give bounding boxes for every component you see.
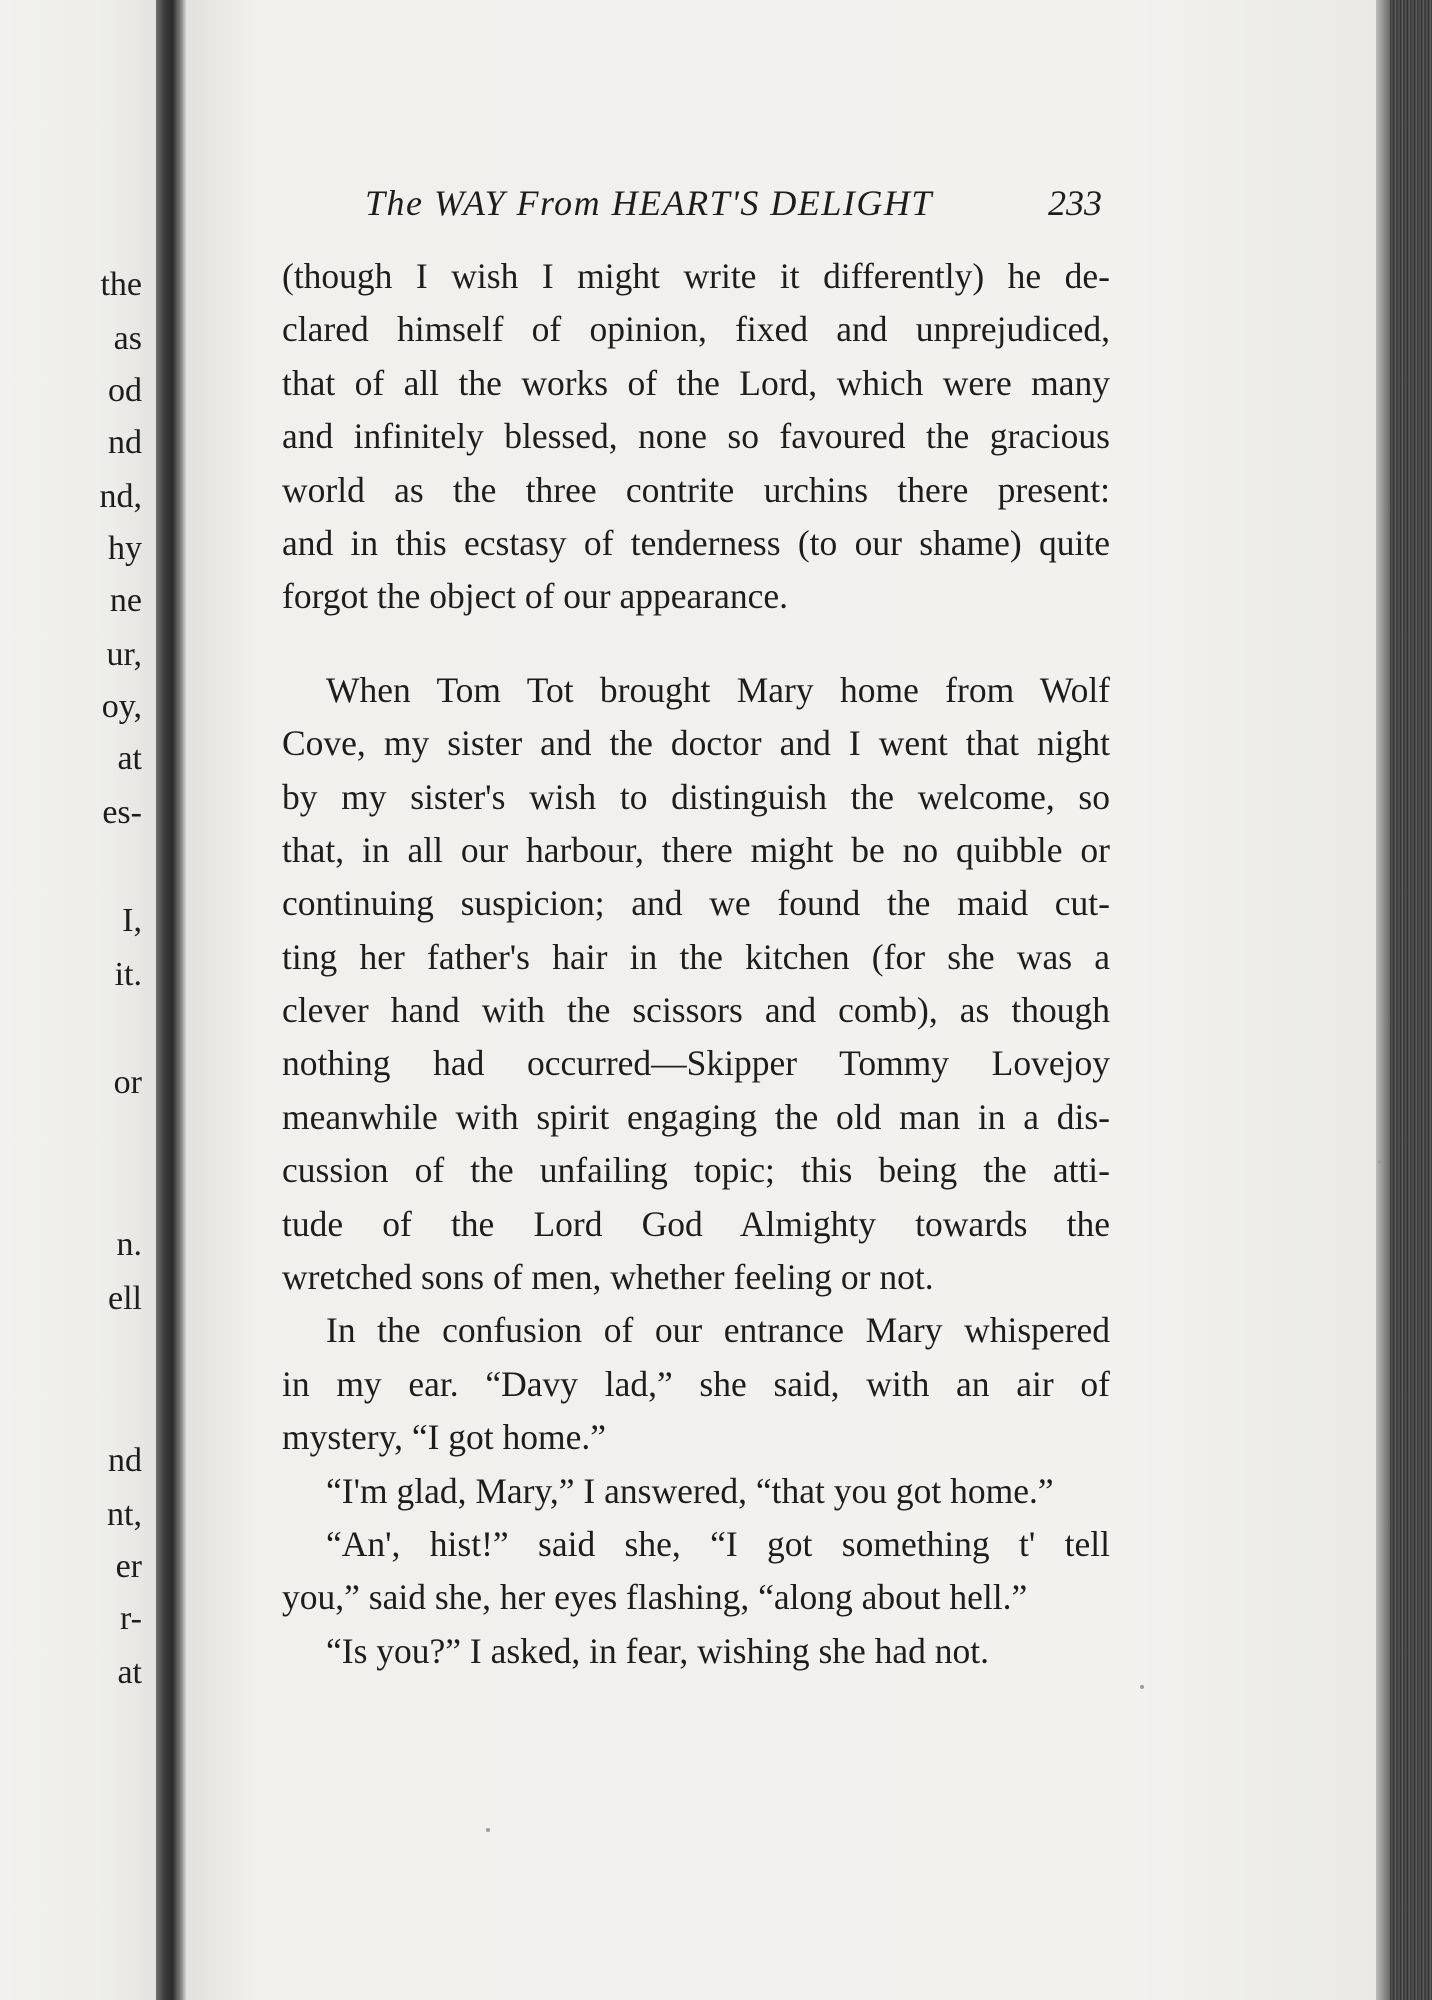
text-line: world as the three contrite urchins there present: bbox=[282, 469, 1110, 510]
text-line: and infinitely blessed, none so favoured the gracious bbox=[282, 416, 1110, 457]
text-line: that of all the works of the Lord, which were many bbox=[282, 362, 1110, 403]
paragraph bbox=[282, 1625, 1110, 1678]
paper-speck bbox=[1378, 1160, 1382, 1164]
text-line: meanwhile with spirit engaging the old man in a dis- bbox=[282, 1096, 1110, 1137]
paragraph bbox=[282, 1304, 1110, 1464]
facing-page-fragment: ne bbox=[109, 582, 142, 619]
paragraph bbox=[282, 1518, 1110, 1625]
facing-page-fragment: at bbox=[117, 740, 142, 777]
facing-page-fragment: or bbox=[113, 1064, 142, 1101]
text-line: tude of the Lord God Almighty towards the bbox=[282, 1203, 1110, 1244]
text-line: “Is you?” I asked, in fear, wishing she had not. bbox=[326, 1630, 990, 1671]
facing-page-fragment: r- bbox=[120, 1600, 142, 1637]
text-line: forgot the object of our appearance. bbox=[282, 576, 788, 617]
section-break bbox=[282, 624, 1110, 664]
facing-page-fragment: as bbox=[113, 320, 142, 357]
facing-page-fragment: nd bbox=[108, 424, 142, 461]
text-line: When Tom Tot brought Mary home from Wolf bbox=[326, 669, 1110, 710]
text-line: (though I wish I might write it differently) he de- bbox=[282, 256, 1110, 296]
paper-speck bbox=[1140, 1685, 1144, 1689]
running-head: The WAY From HEART'S DELIGHT bbox=[365, 183, 933, 223]
text-line: in my ear. “Davy lad,” she said, with an air of bbox=[282, 1363, 1110, 1404]
paragraph bbox=[282, 664, 1110, 1305]
text-line: that, in all our harbour, there might be no quibble or bbox=[282, 829, 1110, 870]
text-line: In the confusion of our entrance Mary whispered bbox=[326, 1310, 1110, 1351]
text-line: Cove, my sister and the doctor and I went that night bbox=[282, 723, 1110, 764]
facing-page-fragment: it. bbox=[114, 956, 142, 993]
text-line: “I'm glad, Mary,” I answered, “that you got home.” bbox=[326, 1470, 1054, 1511]
facing-page-fragment: hy bbox=[108, 530, 142, 567]
paragraph bbox=[282, 1465, 1110, 1518]
facing-page-fragment: ur, bbox=[106, 636, 142, 673]
text-line: mystery, “I got home.” bbox=[282, 1417, 607, 1458]
facing-page-fragment: at bbox=[117, 1654, 142, 1691]
facing-page-fragment: ell bbox=[108, 1280, 142, 1317]
facing-page-fragment: n. bbox=[116, 1226, 142, 1263]
book-gutter bbox=[156, 0, 186, 2000]
text-line: by my sister's wish to distinguish the welcome, so bbox=[282, 776, 1110, 817]
text-line: ting her father's hair in the kitchen (for she was a bbox=[282, 936, 1110, 977]
text-line: cussion of the unfailing topic; this being the atti- bbox=[282, 1150, 1110, 1191]
text-line: clever hand with the scissors and comb), as though bbox=[282, 990, 1110, 1031]
page-number: 233 bbox=[1048, 183, 1102, 223]
text-line: nothing had occurred—Skipper Tommy Lovejoy bbox=[282, 1043, 1110, 1084]
text-line: and in this ecstasy of tenderness (to our shame) quite bbox=[282, 522, 1110, 563]
page-edges bbox=[1376, 0, 1432, 2000]
text-line: you,” said she, her eyes flashing, “along about hell.” bbox=[282, 1577, 1028, 1618]
text-line: continuing suspicion; and we found the maid cut- bbox=[282, 883, 1110, 924]
facing-page-fragment: od bbox=[108, 372, 142, 409]
text-line: clared himself of opinion, fixed and unprejudiced, bbox=[282, 309, 1110, 350]
paper-speck bbox=[486, 1828, 490, 1832]
facing-page-fragment: nd bbox=[108, 1442, 142, 1479]
body-text bbox=[282, 250, 1110, 1678]
facing-page bbox=[0, 0, 160, 2000]
facing-page-fragment: nt, bbox=[107, 1496, 142, 1533]
facing-page-fragment: es- bbox=[102, 794, 142, 831]
text-line: wretched sons of men, whether feeling or not. bbox=[282, 1257, 934, 1298]
paragraph bbox=[282, 250, 1110, 624]
facing-page-fragment: nd, bbox=[99, 478, 142, 515]
facing-page-fragment: the bbox=[100, 266, 142, 303]
facing-page-fragment: er bbox=[115, 1548, 142, 1585]
facing-page-fragment: I, bbox=[122, 902, 142, 939]
text-line: “An', hist!” said she, “I got something t' tell bbox=[326, 1523, 1110, 1564]
facing-page-fragment: oy, bbox=[101, 688, 142, 725]
